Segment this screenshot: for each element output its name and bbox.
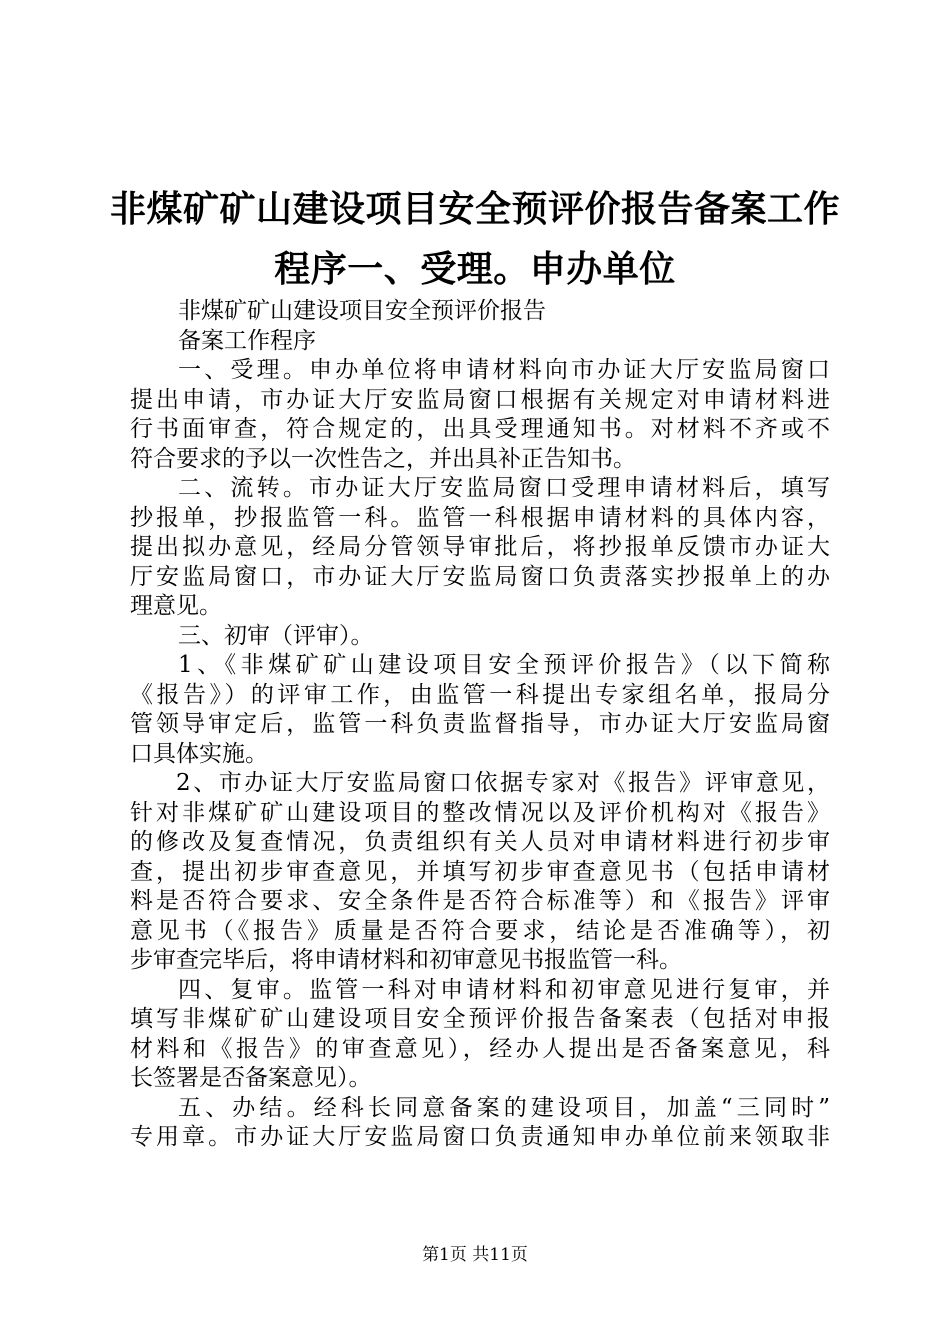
body-text-line: 管领导审定后，监管一科负责监督指导，市办证大厅安监局窗 bbox=[130, 711, 830, 737]
body-text-line: 二、流转。市办证大厅安监局窗口受理申请材料后，填写 bbox=[178, 475, 830, 501]
body-text-line: 步审查完毕后，将申请材料和初审意见书报监管一科。 bbox=[130, 947, 682, 973]
body-text-line: 符合要求的予以一次性告之，并出具补正告知书。 bbox=[130, 445, 636, 472]
document-title-line-1: 非煤矿矿山建设项目安全预评价报告备案工作 bbox=[109, 189, 840, 230]
body-text-line: 专用章。市办证大厅安监局窗口负责通知申办单位前来领取非 bbox=[130, 1124, 830, 1150]
body-text-line: 五、办结。经科长同意备案的建设项目，加盖“三同时” bbox=[178, 1094, 830, 1121]
body-text-line: 提出申请，市办证大厅安监局窗口根据有关规定对申请材料进 bbox=[130, 386, 830, 413]
body-text-line: 行书面审查，符合规定的，出具受理通知书。对材料不齐或不 bbox=[130, 416, 830, 442]
document-title-line-2: 程序一、受理。申办单位 bbox=[274, 249, 676, 290]
body-text-line: 意见书（《报告》质量是否符合要求，结论是否准确等），初 bbox=[130, 917, 830, 944]
body-text-line: 长签署是否备案意见）。 bbox=[130, 1065, 372, 1091]
body-text-line: 备案工作程序 bbox=[178, 327, 316, 354]
body-text-line: 非煤矿矿山建设项目安全预评价报告 bbox=[178, 298, 546, 324]
body-text-line: 查，提出初步审查意见，并填写初步审查意见书（包括申请材 bbox=[130, 858, 830, 885]
body-text-line: 一、受理。申办单位将申请材料向市办证大厅安监局窗口 bbox=[178, 357, 830, 383]
body-text-line: 厅安监局窗口，市办证大厅安监局窗口负责落实抄报单上的办 bbox=[130, 563, 830, 590]
body-text-line: 《报告》）的评审工作，由监管一科提出专家组名单，报局分 bbox=[130, 681, 830, 708]
document-body bbox=[130, 297, 830, 1153]
body-text-line: 口具体实施。 bbox=[130, 740, 268, 767]
body-text-line: 2、市办证大厅安监局窗口依据专家对《报告》评审意见， bbox=[176, 770, 830, 796]
body-text-line: 材料和《报告》的审查意见），经办人提出是否备案意见，科 bbox=[130, 1035, 830, 1062]
body-text-line: 1、《非煤矿矿山建设项目安全预评价报告》（以下简称 bbox=[178, 652, 830, 678]
page-footer: 第1页 共11页 bbox=[422, 1245, 528, 1265]
body-text-line: 抄报单，抄报监管一科。监管一科根据申请材料的具体内容， bbox=[130, 504, 830, 531]
body-text-line: 理意见。 bbox=[130, 593, 222, 619]
body-text-line: 三、初审（评审）。 bbox=[178, 622, 374, 649]
body-text-line: 提出拟办意见，经局分管领导审批后，将抄报单反馈市办证大 bbox=[130, 534, 830, 560]
body-text-line: 料是否符合要求、安全条件是否符合标准等）和《报告》评审 bbox=[130, 888, 830, 914]
body-text-line: 针对非煤矿矿山建设项目的整改情况以及评价机构对《报告》 bbox=[130, 799, 830, 826]
body-text-line: 四、复审。监管一科对申请材料和初审意见进行复审，并 bbox=[178, 976, 830, 1003]
body-text-line: 填写非煤矿矿山建设项目安全预评价报告备案表（包括对申报 bbox=[130, 1006, 830, 1032]
body-text-line: 的修改及复查情况，负责组织有关人员对申请材料进行初步审 bbox=[130, 829, 830, 855]
